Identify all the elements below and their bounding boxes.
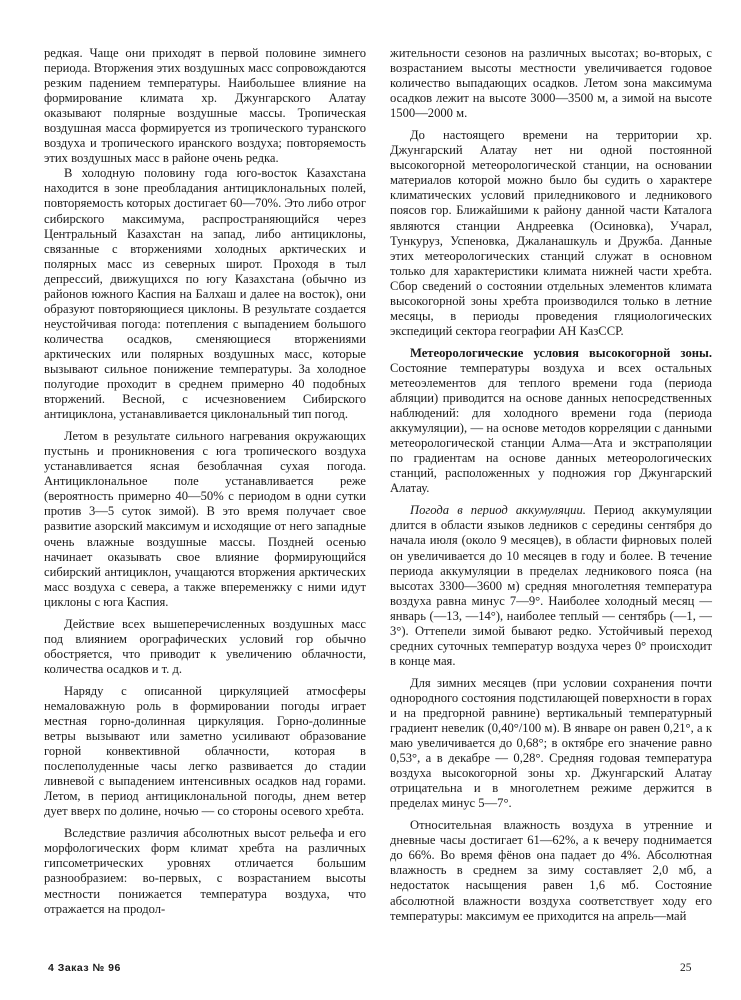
- paragraph: [390, 346, 712, 496]
- paragraph: До настоящего времени на территории хр. Джунгарский Алатау нет ни одной постоянной высокогорной метеорологической станции, на основании материалов которой можно было бы судить о характере климатических условий приледникового и ледникового поясов гор. Ближайшими к району данной части Каталога являются станции Андреевка (Осиновка), Учарал, Тункуруз, Успеновка, Джаланашкуль и Дружба. Данные этих метеорологических станций служат в основном только для характеристики климата нижней части хребта. Сбор сведений о состоянии отдельных элементов климата высокогорной зоны хребта производился только в летние месяцы, в периоды проведения гляциологических экспедиций сектора географии АН КазССР.: [390, 128, 712, 338]
- paragraph-body: Состояние температуры воздуха и всех остальных метеоэлементов для теплого времени года (периода абляции) приводится на основе данных непосредственных наблюдений: для холодного времени года (периода аккумуляции), — на основе методов корреляции с данными метеорологической станции Алма—Ата и экстраполяции по градиентам на основе данных метеорологических станций, расположенных у подножия гор Джунгарский Алатау.: [390, 360, 712, 496]
- paragraph: Наряду с описанной циркуляцией атмосферы немаловажную роль в формировании погоды играет местная горно-долинная циркуляция. Горно-долинные ветры вызывают или заметно усиливают образование горной конвективной облачности, которая в послеполуденные часы легко развивается до стадии ливневой с выпадением интенсивных осадков над горами. Летом, в период антициклональной погоды, днем ветер дует вверх по долине, ночью — со стороны осевого хребта.: [44, 683, 366, 819]
- section-heading: Метеорологические условия высокогорной зоны.: [410, 345, 712, 360]
- left-column: [44, 46, 366, 917]
- page-number: 25: [680, 962, 692, 974]
- paragraph: жительности сезонов на различных высотах; во-вторых, с возрастанием высоты местности увеличивается годовое количество выпадающих осадков. Летом зона максимума осадков лежит на высоте 3000—3500 м, а зимой на высоте 1500—2000 м.: [390, 46, 712, 121]
- paragraph: редкая. Чаще они приходят в первой половине зимнего периода. Вторжения этих воздушных масс сопровождаются резким падением температуры. Наибольшее влияние на формирование климата хр. Джунгарского Алатау оказывают полярные воздушные массы. Тропическая воздушная масса формируется из тропического туранского воздуха и тропического иранского воздуха; повторяемость этих воздушных масс в районе очень редка.: [44, 46, 366, 166]
- paragraph: В холодную половину года юго-восток Казахстана находится в зоне преобладания антициклональных полей, повторяемость которых достигает 60—70%. Это либо отрог сибирского максимума, распространяющийся через Центральный Казахстан на запад, либо антициклоны, связанные с вторжениями холодных арктических и полярных масс из северных широт. Проходя в тыл депрессий, движущихся по югу Казахстана (обычно из районов южного Каспия на Балхаш и далее на восток), они образуют повторяющиеся циклоны. В результате создается неустойчивая погода: потепления с выпадением большого количества осадков, сменяющиеся вторжениями арктических или полярных воздушных масс, которые вызывают сильное понижение температуры. За холодное полугодие проходит в среднем примерно 40 подобных вторжений. Весной, с исчезновением Сибирского антициклона, устанавливается циклональный тип погод.: [44, 166, 366, 422]
- paragraph: Летом в результате сильного нагревания окружающих пустынь и проникновения с юга тропического воздуха устанавливается ясная безоблачная сухая погода. Антициклональное поле устанавливается реже (вероятность примерно 40—50% с периодом в одни сутки против 3—5 суток зимой). В это время получает свое развитие азорский максимум и исходящие от него западные очень влажные воздушные массы. Поздней осенью начинает оказывать свое влияние формирующийся сибирский антициклон, учащаются вторжения арктических масс воздуха с севера, а также впеременжку с ними идут циклоны с юга Каспия.: [44, 429, 366, 609]
- paragraph: Для зимних месяцев (при условии сохранения почти однородного состояния подстилающей поверхности в горах и на предгорной равнине) вертикальный температурный градиент невелик (0,40°/100 м). В январе он равен 0,21°, а к маю увеличивается до 0,68°; в октябре его значение равно 0,53°, а в декабре — 0,28°. Средняя годовая температура воздуха высокогорной зоны хр. Джунгарский Алатау отрицательна и в многолетнем режиме держится в пределах минус 5—7°.: [390, 675, 712, 811]
- right-column: [390, 46, 712, 924]
- paragraph: Вследствие различия абсолютных высот рельефа и его морфологических форм климат хребта на различных гипсометрических уровнях отличается большим разнообразием: во-первых, с возрастанием высоты местности понижается температура воздуха, что отражается на продол-: [44, 826, 366, 916]
- paragraph: Действие всех вышеперечисленных воздушных масс под влиянием орографических условий гор обычно обостряется, что приводит к увеличению облачности, количества осадков и т. д.: [44, 616, 366, 676]
- printer-signature-mark: 4 Заказ № 96: [48, 962, 121, 974]
- subsection-heading: Погода в период аккумуляции.: [410, 503, 586, 518]
- paragraph-body: Период аккумуляции длится в области языков ледников с середины сентября до начала июля (около 9 месяцев), в области фирновых полей он увеличивается до 10 месяцев в году и более. В течение периода аккумуляции в пределах ледникового пояса (на высотах 3300—3600 м) средняя многолетняя температура воздуха равна минус 7—9°. Наиболее холодный месяц — январь (—13, —14°), наиболее теплый — сентябрь (—1, —3°). Оттепели зимой бывают редко. Устойчивый переход средних суточных температур воздуха через 0° происходит в конце мая.: [390, 503, 712, 668]
- paragraph: [390, 503, 712, 669]
- paragraph: Относительная влажность воздуха в утренние и дневные часы достигает 61—62%, а к вечеру поднимается до 66%. Во время фёнов она падает до 4%. Абсолютная влажность в среднем за зиму составляет 2,0 мб, а недостаток насыщения равен 1,6 мб. Состояние абсолютной влажности воздуха соответствует ходу его температуры: максимум ее приходится на апрель—май: [390, 818, 712, 923]
